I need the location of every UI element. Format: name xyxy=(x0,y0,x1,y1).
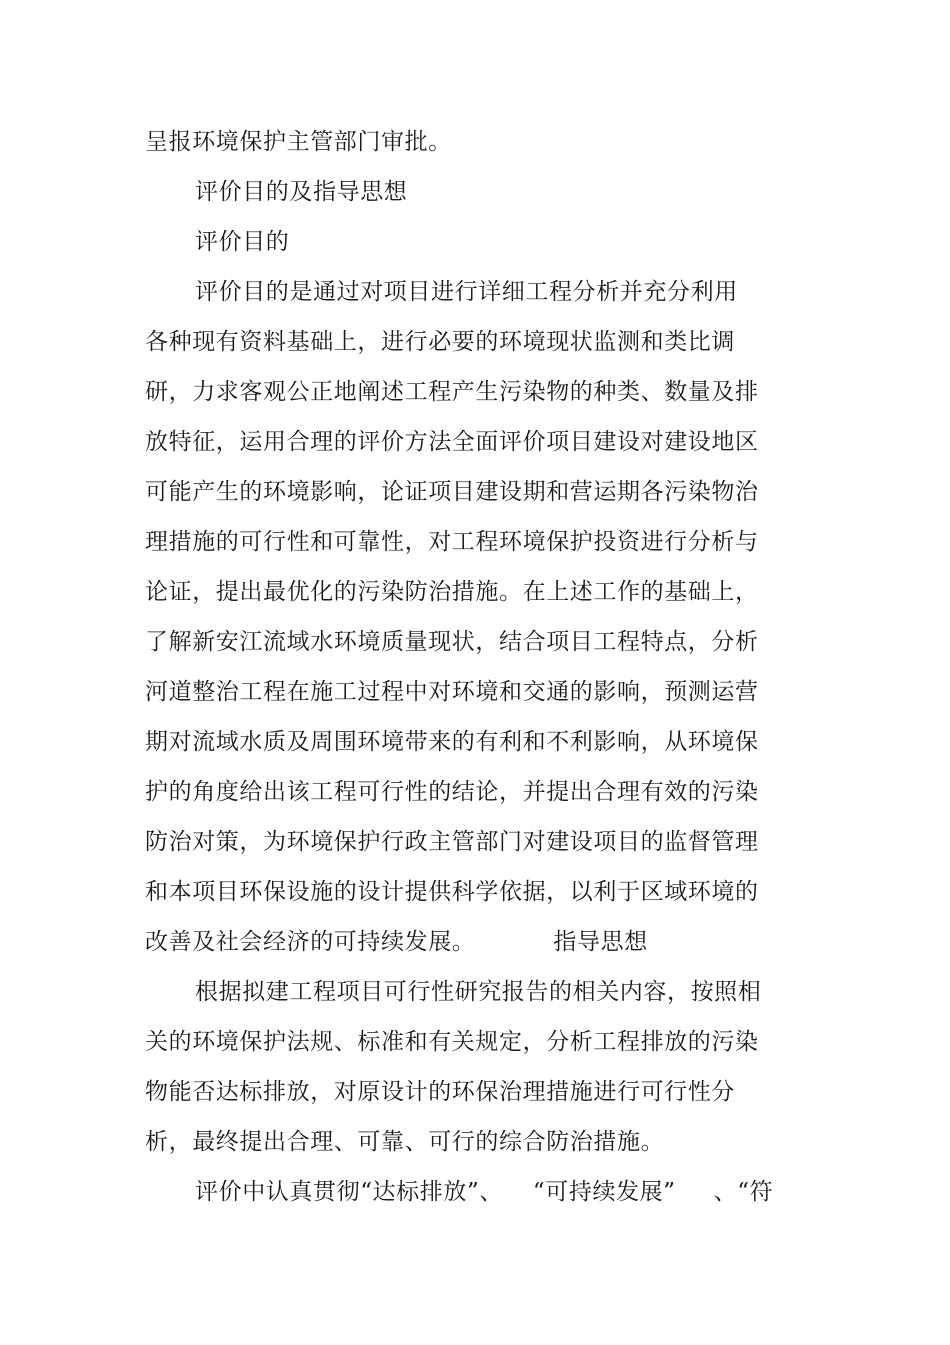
text-line: 期对流域水质及周围环境带来的有利和不利影响，从环境保 xyxy=(145,729,759,755)
text-line: 呈报环境保护主管部门审批。 xyxy=(145,129,452,155)
text-line: 和本项目环保设施的设计提供科学依据，以利于区域环境的 xyxy=(145,879,759,905)
section-heading: 评价目的及指导思想 xyxy=(195,179,408,205)
text-line: 放特征，运用合理的评价方法全面评价项目建设对建设地区 xyxy=(145,429,759,455)
text-line: 防治对策，为环境保护行政主管部门对建设项目的监督管理 xyxy=(145,829,759,855)
text-line: 各种现有资料基础上，进行必要的环境现状监测和类比调 xyxy=(145,329,735,355)
text-line: 关的环境保护法规、标准和有关规定，分析工程排放的污染 xyxy=(145,1029,759,1055)
text-fragment: 、“符 xyxy=(713,1179,774,1205)
text-fragment: 改善及社会经济的可持续发展。 xyxy=(145,929,476,955)
text-line: 护的角度给出该工程可行性的结论，并提出合理有效的污染 xyxy=(145,779,759,805)
text-line xyxy=(195,1177,773,1207)
text-line: 物能否达标排放，对原设计的环保治理措施进行可行性分 xyxy=(145,1079,735,1105)
text-line: 根据拟建工程项目可行性研究报告的相关内容，按照相 xyxy=(195,979,762,1005)
text-line: 论证，提出最优化的污染防治措施。在上述工作的基础上， xyxy=(145,579,759,605)
text-line: 研，力求客观公正地阐述工程产生污染物的种类、数量及排 xyxy=(145,379,759,405)
text-fragment: 评价中认真贯彻“达标排放”、 xyxy=(195,1179,503,1205)
text-line: 河道整治工程在施工过程中对环境和交通的影响，预测运营 xyxy=(145,679,759,705)
text-line: 了解新安江流域水环境质量现状，结合项目工程特点，分析 xyxy=(145,629,759,655)
subsection-heading: 评价目的 xyxy=(195,229,290,255)
text-fragment: “可持续发展” xyxy=(532,1179,676,1205)
subsection-heading: 指导思想 xyxy=(553,929,648,955)
text-line: 理措施的可行性和可靠性，对工程环境保护投资进行分析与 xyxy=(145,529,759,555)
text-line: 评价目的是通过对项目进行详细工程分析并充分利用 xyxy=(195,279,738,305)
text-line: 析，最终提出合理、可靠、可行的综合防治措施。 xyxy=(145,1129,665,1155)
text-line: 可能产生的环境影响，论证项目建设期和营运期各污染物治 xyxy=(145,479,759,505)
text-line xyxy=(145,927,648,957)
